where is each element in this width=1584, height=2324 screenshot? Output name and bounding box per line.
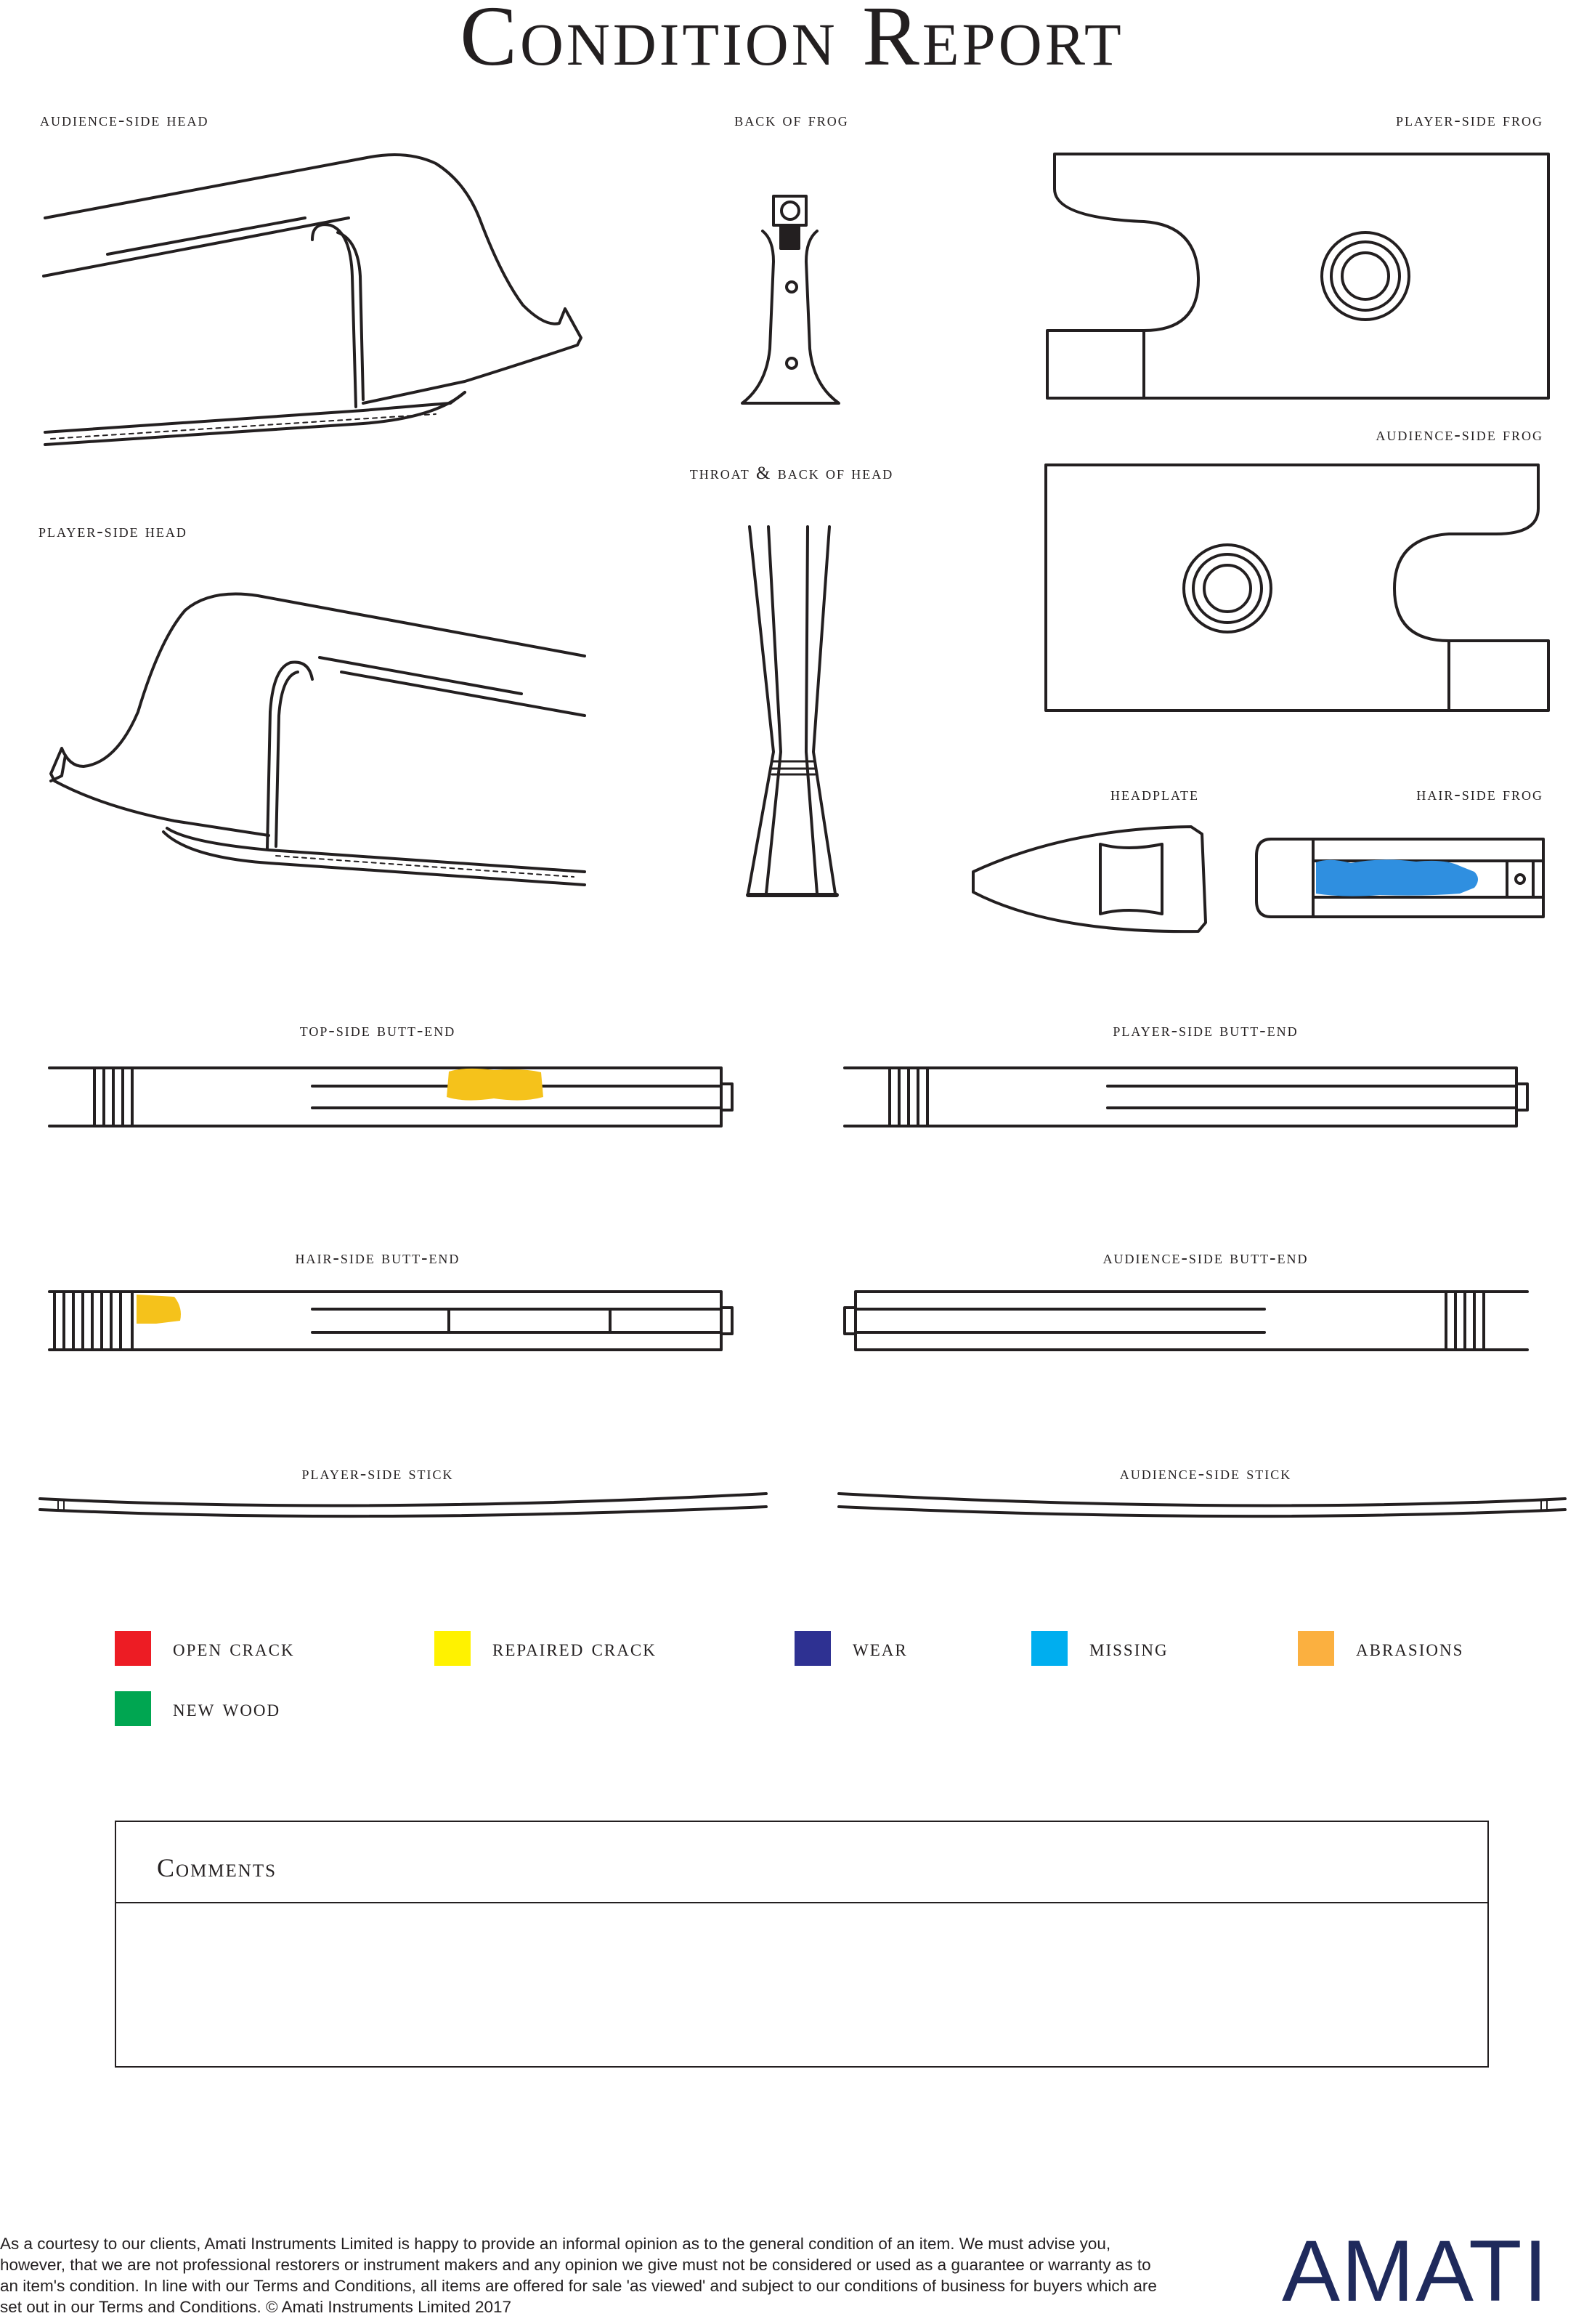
- legend-label: new wood: [173, 1696, 281, 1722]
- player-side-head-drawing: [51, 594, 585, 886]
- label-hair-side-butt-end: hair-side butt-end: [295, 1248, 460, 1268]
- brand-logo: AMATI: [1282, 2222, 1549, 2320]
- abrasion-marking-hair: [137, 1295, 181, 1324]
- legend-label: repaired crack: [492, 1635, 657, 1661]
- missing-marking: [1316, 859, 1478, 896]
- legend-swatch-repaired-crack: [434, 1631, 471, 1666]
- player-side-stick-drawing: [40, 1494, 766, 1516]
- legend-swatch-new-wood: [115, 1691, 151, 1726]
- abrasion-marking-top: [447, 1069, 543, 1101]
- label-throat-back-of-head: throat & back of head: [689, 463, 894, 483]
- label-player-side-butt-end: player-side butt-end: [1113, 1021, 1299, 1040]
- headplate-drawing: [973, 827, 1206, 931]
- label-back-of-frog: back of frog: [734, 110, 849, 130]
- player-side-frog-drawing: [1047, 154, 1548, 398]
- label-audience-side-frog: audience-side frog: [1376, 425, 1543, 445]
- top-side-butt-end-drawing: [49, 1068, 732, 1126]
- throat-back-of-head-drawing: [748, 527, 837, 895]
- label-headplate: headplate: [1110, 785, 1199, 804]
- back-of-frog-drawing: [742, 196, 839, 403]
- label-player-side-frog: player-side frog: [1396, 110, 1543, 130]
- legend-swatch-wear: [795, 1631, 831, 1666]
- legend-swatch-abrasions: [1298, 1631, 1334, 1666]
- audience-side-frog-drawing: [1046, 465, 1548, 710]
- disclaimer-text: As a courtesy to our clients, Amati Instruments Limited is happy to provide an informal opinion as to the general condition of an item. We must advise you, however, that we are not professional restorers or instrument makers and any opinion we give must not be considered or used as a guarantee or warranty as to an item's condition. In line with our Terms and Conditions, all items are offered for sale 'as viewed' and subject to our conditions of business for buyers which are set out in our Terms and Conditions. © Amati Instruments Limited 2017: [0, 2235, 1157, 2316]
- legend-label: wear: [853, 1635, 908, 1661]
- comments-title: Comments: [157, 1853, 277, 1882]
- label-player-side-stick: player-side stick: [301, 1464, 454, 1483]
- label-audience-side-head: audience-side head: [40, 110, 209, 130]
- legend-label: open crack: [173, 1635, 295, 1661]
- legend-swatch-missing: [1031, 1631, 1068, 1666]
- label-audience-side-stick: audience-side stick: [1119, 1464, 1292, 1483]
- label-audience-side-butt-end: audience-side butt-end: [1102, 1248, 1309, 1268]
- comments-field[interactable]: [116, 1903, 1487, 2066]
- label-player-side-head: player-side head: [38, 522, 187, 541]
- legend-label: missing: [1089, 1635, 1169, 1661]
- audience-side-butt-end-drawing: [845, 1292, 1527, 1350]
- audience-side-head-drawing: [44, 155, 581, 445]
- comments-header: [116, 1822, 1487, 1903]
- label-hair-side-frog: hair-side frog: [1416, 785, 1543, 804]
- player-side-butt-end-drawing: [845, 1068, 1527, 1126]
- label-top-side-butt-end: top-side butt-end: [299, 1021, 456, 1040]
- legend-label: abrasions: [1356, 1635, 1464, 1661]
- hair-side-butt-end-drawing: [49, 1292, 732, 1350]
- audience-side-stick-drawing: [839, 1494, 1565, 1516]
- page-title: Condition Report: [460, 0, 1124, 84]
- legend-swatch-open-crack: [115, 1631, 151, 1666]
- comments-box: [115, 1821, 1489, 2068]
- hair-side-frog-drawing: [1256, 839, 1543, 917]
